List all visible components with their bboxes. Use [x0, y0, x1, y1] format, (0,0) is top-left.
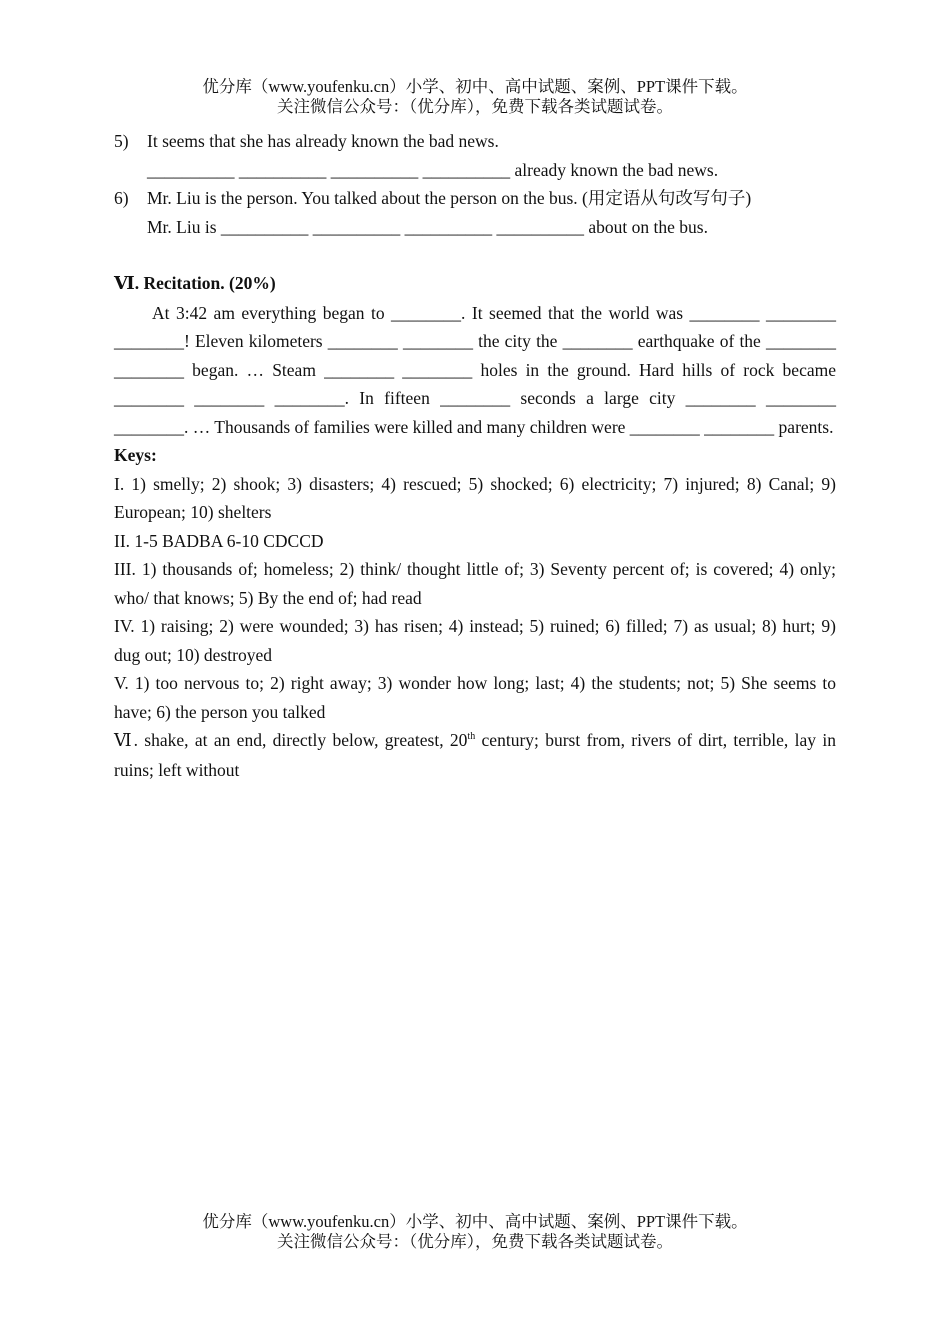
- item-question: Mr. Liu is the person. You talked about the person on the bus. (用定语从句改写句子): [147, 188, 752, 208]
- keys-heading: Keys:: [114, 445, 157, 465]
- key-section-5: V. 1) too nervous to; 2) right away; 3) wonder how long; last; 4) the students; not; 5) She seems to have; 6) the person you talked: [114, 673, 836, 722]
- key-section-6: [114, 726, 836, 784]
- key-superscript: th: [467, 731, 476, 743]
- key-section-3: III. 1) thousands of; homeless; 2) think/ thought little of; 3) Seventy percent of; is covered; 4) only; who/ that knows; 5) By the end of; had read: [114, 559, 836, 608]
- document-body: [114, 127, 836, 784]
- header-line-1: 优分库（www.youfenku.cn）小学、初中、高中试题、案例、PPT课件下载。: [202, 77, 748, 96]
- page-footer: [0, 1212, 950, 1252]
- page-header: [0, 77, 950, 117]
- key-section-2: II. 1-5 BADBA 6-10 CDCCD: [114, 530, 324, 551]
- key-section-1: I. 1) smelly; 2) shook; 3) disasters; 4) rescued; 5) shocked; 6) electricity; 7) injured; 8) Canal; 9) European; 10) shelters: [114, 473, 836, 522]
- item-answer-blank: Mr. Liu is __________ __________ __________ __________ about on the bus.: [147, 216, 708, 237]
- item-number: 5): [114, 131, 129, 151]
- section-roman-numeral: Ⅵ: [114, 273, 135, 294]
- item-answer-blank: __________ __________ __________ __________ already known the bad news.: [147, 159, 719, 180]
- key-roman-numeral: Ⅵ: [114, 731, 134, 751]
- key-section-4: IV. 1) raising; 2) were wounded; 3) has risen; 4) instead; 5) ruined; 6) filled; 7) as usual; 8) hurt; 9) dug out; 10) destroyed: [114, 616, 836, 665]
- section-heading-recitation: [114, 269, 836, 299]
- footer-line-1: 优分库（www.youfenku.cn）小学、初中、高中试题、案例、PPT课件下载。: [202, 1212, 748, 1231]
- item-question: It seems that she has already known the bad news.: [147, 131, 499, 151]
- exercise-item-6: [114, 184, 836, 241]
- key-text-after: century; burst from, rivers of dirt, terrible, lay in ruins; left without: [114, 730, 836, 780]
- item-number: 6): [114, 188, 129, 208]
- section-title-text: . Recitation. (20%): [134, 273, 276, 293]
- header-line-2: 关注微信公众号：（优分库），免费下载各类试题试卷。: [277, 97, 673, 116]
- exercise-item-5: [114, 127, 836, 184]
- recitation-paragraph: At 3:42 am everything began to ________. It seemed that the world was ________ ________ ________! Eleven kilometers ________ ________ the city the ________ earthquake of the ________ ________ began. … Steam ________ ________ holes in the ground. Hard hills of rock became ________ ________ ________. In fifteen ________ seconds a large city ________ ________ ________. … Thousands of families were killed and many children were ________ ________ parents.: [114, 302, 836, 437]
- footer-line-2: 关注微信公众号：（优分库），免费下载各类试题试卷。: [277, 1232, 673, 1251]
- key-text-before: . shake, at an end, directly below, greatest, 20: [133, 730, 468, 750]
